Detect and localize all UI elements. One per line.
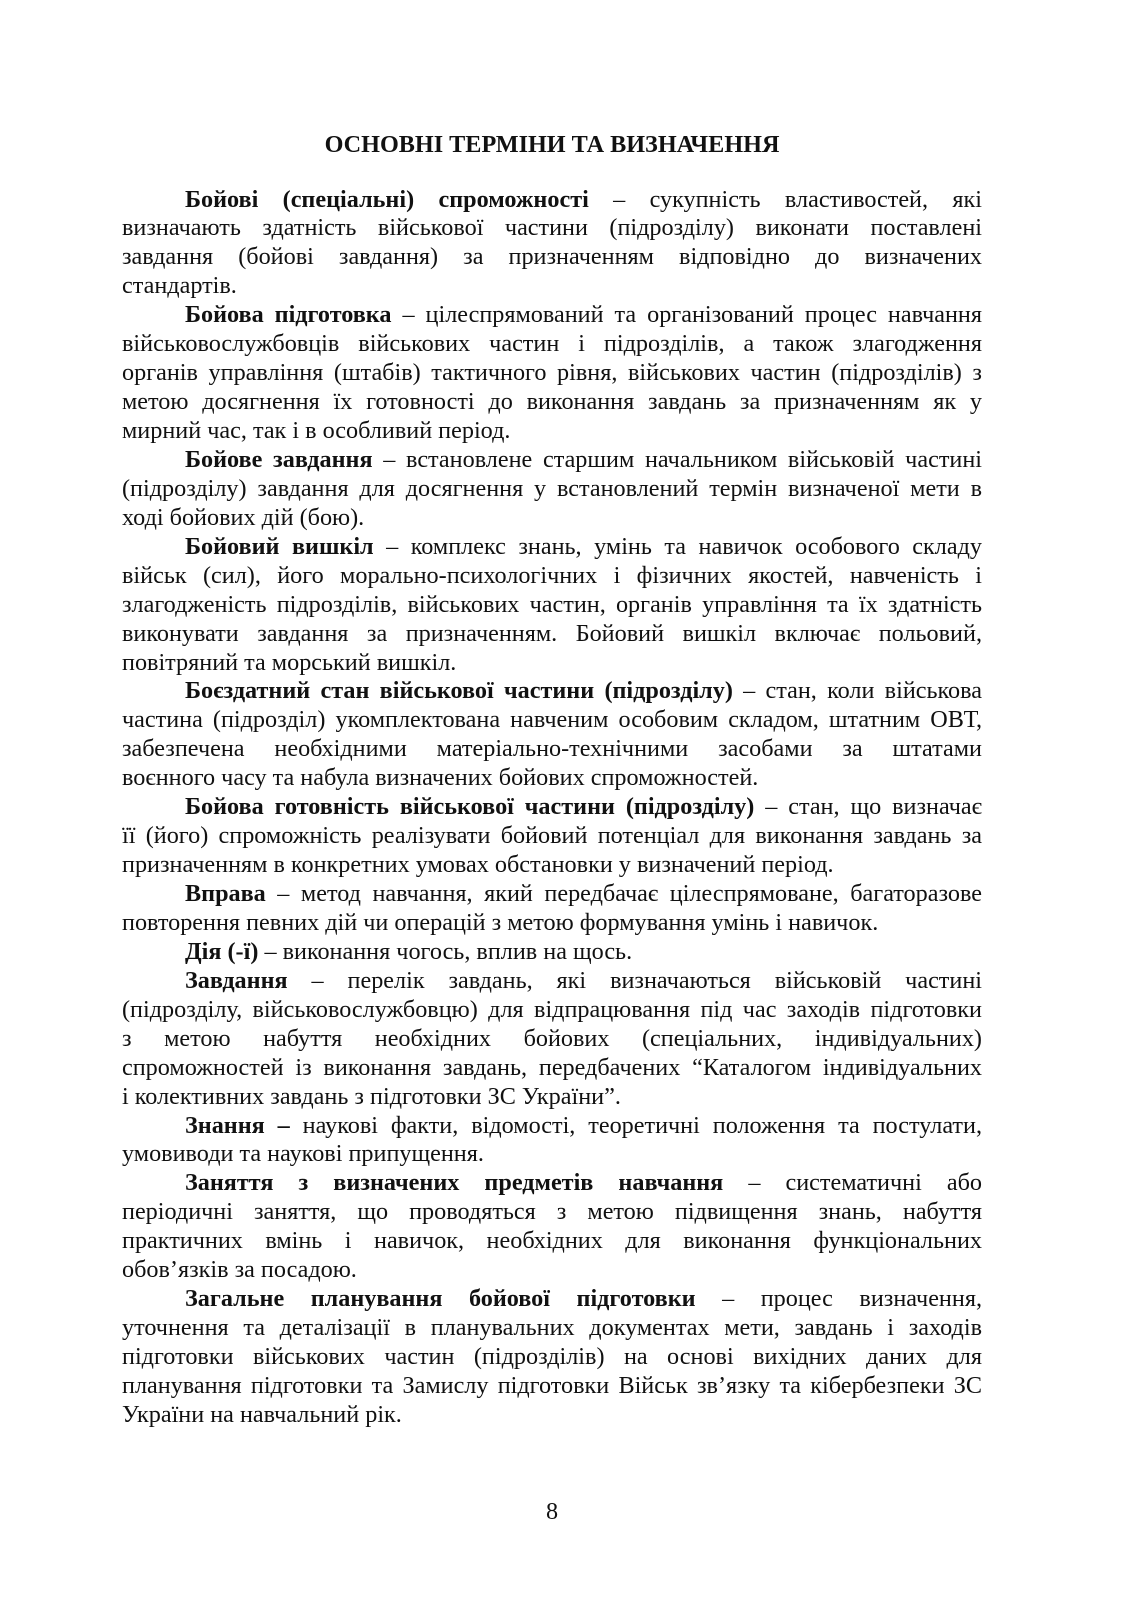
- definition-paragraph: [122, 446, 982, 533]
- definition-text-line: (підрозділу) завдання для досягнення у встановлений термін визначеної мети в: [122, 474, 982, 502]
- definition-first-line: [122, 301, 982, 330]
- definition-text-line: і колективних завдань з підготовки ЗС України”.: [122, 1082, 621, 1110]
- definition-text-line: уточнення та деталізації в планувальних документах мети, завдань і заходів: [122, 1314, 982, 1342]
- definition-text-line: стандартів.: [122, 272, 237, 300]
- definition-text-line: з метою набуття необхідних бойових (спеціальних, індивідуальних): [122, 1024, 982, 1052]
- definition-text: – перелік завдань, які визначаються військовій частині: [287, 966, 982, 994]
- definitions-list: [122, 186, 982, 1430]
- definition-text-line: України на навчальний рік.: [122, 1400, 402, 1428]
- definition-text-line: умовиводи та наукові припущення.: [122, 1140, 484, 1168]
- definition-term: Бойові (спеціальні) спроможності: [185, 185, 589, 213]
- definition-term: Бойове завдання: [185, 445, 373, 473]
- definition-text: – метод навчання, який передбачає цілеспрямоване, багаторазове: [265, 880, 982, 907]
- definition-first-line: [122, 677, 982, 706]
- definition-paragraph: [122, 967, 982, 1112]
- definition-text-line: органів управління (штабів) тактичного рівня, військових частин (підрозділів) з: [122, 359, 982, 387]
- definition-paragraph: [122, 1169, 982, 1285]
- definition-text: – систематичні або: [723, 1169, 983, 1197]
- definition-text-line: спроможностей із виконання завдань, передбачених “Каталогом індивідуальних: [122, 1053, 982, 1081]
- definition-text: – стан, що визначає: [754, 793, 982, 821]
- definition-text-line: обов’язків за посадою.: [122, 1256, 357, 1284]
- definition-first-line: [122, 1112, 982, 1141]
- definition-text-line: виконувати завдання за призначенням. Бойовий вишкіл включає польовий,: [122, 619, 982, 647]
- definition-text: – процес визначення,: [695, 1285, 982, 1313]
- definition-text: – сукупність властивостей, які: [588, 185, 982, 213]
- definition-term: Бойовий вишкіл: [185, 532, 374, 560]
- definition-text-line: військ (сил), його морально-психологічних і фізичних якостей, навченість і: [122, 561, 982, 589]
- definition-term: Загальне планування бойової підготовки: [185, 1285, 696, 1313]
- page-title: ОСНОВНІ ТЕРМІНИ ТА ВИЗНАЧЕННЯ: [324, 131, 780, 158]
- definition-paragraph: [122, 301, 982, 446]
- definition-paragraph: [122, 186, 982, 302]
- definition-text-line: ході бойових дій (бою).: [122, 503, 365, 531]
- definition-text: – цілеспрямований та організований процес навчання: [391, 301, 982, 329]
- definition-paragraph: [122, 793, 982, 880]
- definition-paragraph: [122, 938, 982, 967]
- page-number: 8: [545, 1498, 559, 1525]
- definition-first-line: [122, 793, 982, 822]
- definition-first-line: [122, 1285, 982, 1314]
- definition-paragraph: [122, 1285, 982, 1430]
- definition-text-line: метою досягнення їх готовності до виконання завдань за призначенням як у: [122, 388, 982, 416]
- definition-text-line: мирний час, так і в особливий період.: [122, 417, 511, 444]
- definition-paragraph: [122, 880, 982, 938]
- definition-term: Вправа: [185, 880, 266, 907]
- definition-paragraph: [122, 677, 982, 793]
- definition-text: – виконання чогось, вплив на щось.: [258, 937, 633, 965]
- definition-paragraph: [122, 533, 982, 678]
- definition-text-line: призначенням в конкретних умовах обстановки у визначений період.: [122, 851, 834, 879]
- definition-text: – встановлене старшим начальником військовій частині: [372, 445, 982, 473]
- definition-text-line: частина (підрозділ) укомплектована навченим особовим складом, штатним ОВТ,: [122, 706, 982, 734]
- definition-text-line: повторення певних дій чи операцій з метою формування умінь і навичок.: [122, 908, 879, 936]
- definition-term: Знання –: [185, 1111, 290, 1139]
- definition-first-line: [122, 186, 982, 215]
- definition-first-line: [122, 880, 982, 909]
- definition-term: Боєздатний стан військової частини (підрозділу): [185, 677, 733, 705]
- definition-text: наукові факти, відомості, теоретичні положення та постулати,: [289, 1111, 982, 1139]
- definition-term: Завдання: [185, 966, 288, 994]
- definition-term: Дія (-ї): [185, 937, 259, 965]
- definition-term: Бойова підготовка: [185, 301, 392, 329]
- definition-first-line: [122, 938, 982, 967]
- definition-text-line: завдання (бойові завдання) за призначенням відповідно до визначених: [122, 243, 982, 271]
- definition-text-line: забезпечена необхідними матеріально-технічними засобами за штатами: [122, 735, 982, 763]
- definition-text-line: воєнного часу та набула визначених бойових спроможностей.: [122, 764, 759, 792]
- definition-text-line: її (його) спроможність реалізувати бойовий потенціал для виконання завдань за: [122, 822, 982, 850]
- definition-text-line: військовослужбовців військових частин і підрозділів, а також злагодження: [122, 330, 982, 358]
- definition-text: – комплекс знань, умінь та навичок особового складу: [373, 532, 982, 560]
- definition-text-line: (підрозділу, військовослужбовцю) для відпрацювання під час заходів підготовки: [122, 995, 982, 1023]
- definition-term: Заняття з визначених предметів навчання: [185, 1169, 724, 1197]
- definition-first-line: [122, 446, 982, 475]
- definition-text-line: підготовки військових частин (підрозділів) на основі вихідних даних для: [122, 1343, 982, 1370]
- definition-text-line: повітряний та морський вишкіл.: [122, 648, 457, 676]
- definition-text-line: періодичні заняття, що проводяться з метою підвищення знань, набуття: [122, 1198, 982, 1226]
- definition-term: Бойова готовність військової частини (підрозділу): [185, 793, 755, 821]
- definition-first-line: [122, 1169, 982, 1198]
- definition-first-line: [122, 967, 982, 996]
- definition-text: – стан, коли військова: [732, 677, 982, 705]
- definition-text-line: визначають здатність військової частини (підрозділу) виконати поставлені: [122, 214, 982, 242]
- definition-first-line: [122, 533, 982, 562]
- definition-text-line: практичних вмінь і навичок, необхідних для виконання функціональних: [122, 1227, 982, 1255]
- definition-paragraph: [122, 1112, 982, 1170]
- definition-text-line: планування підготовки та Замислу підготовки Військ зв’язку та кібербезпеки ЗС: [122, 1371, 982, 1399]
- definition-text-line: злагодженість підрозділів, військових частин, органів управління та їх здатність: [122, 590, 982, 618]
